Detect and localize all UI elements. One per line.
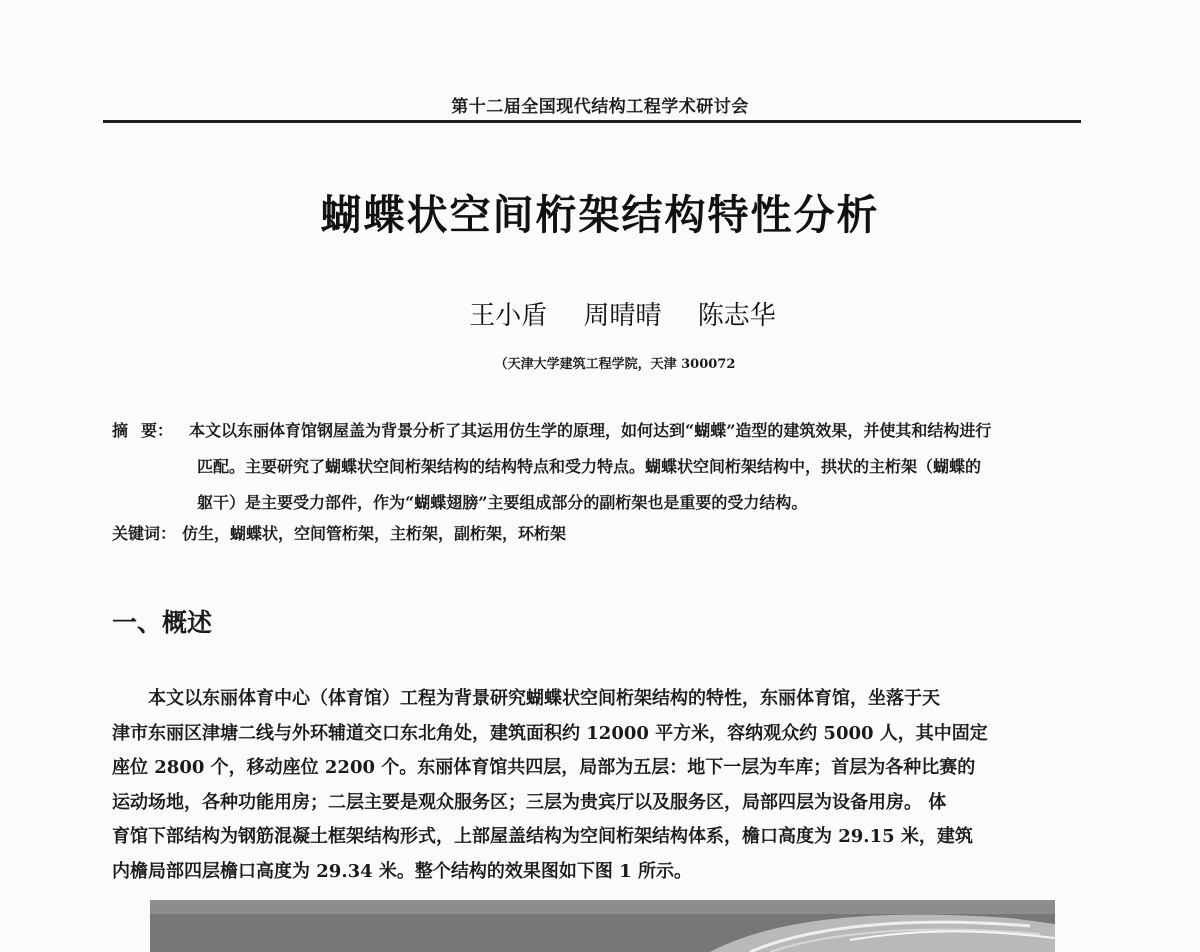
abstract-line: 躯干）是主要受力部件，作为“蝴蝶翅膀”主要组成部分的副桁架也是重要的受力结构。 — [197, 493, 808, 512]
paragraph-line: 本文以东丽体育中心（体育馆）工程为背景研究蝴蝶状空间桁架结构的特性，东丽体育馆，坐落于天 — [112, 688, 940, 709]
figure-1-graphic — [150, 900, 1055, 952]
keywords-text: 仿生，蝴蝶状，空间管桁架，主桁架，副桁架，环桁架 — [182, 524, 567, 543]
paper-title: 蝴蝶状空间桁架结构特性分析 — [320, 191, 880, 239]
keywords — [112, 521, 566, 544]
abstract-body — [189, 413, 1087, 521]
abstract-line: 匹配。主要研究了蝴蝶状空间桁架结构的结构特点和受力特点。蝴蝶状空间桁架结构中，拱状的主桁架（蝴蝶的 — [197, 457, 982, 476]
author-name: 周晴晴 — [583, 301, 662, 331]
author-list — [0, 295, 1200, 332]
paragraph-line: 津市东丽区津塘二线与外环辅道交口东北角处，建筑面积约 12000 平方米，容纳观众约 5000 人，其中固定 — [112, 722, 988, 744]
affiliation: （天津大学建筑工程学院，天津 300072 — [494, 357, 736, 372]
abstract — [112, 413, 1087, 521]
paragraph-line: 内檐局部四层檐口高度为 29.34 米。整个结构的效果图如下图 1 所示。 — [112, 860, 692, 882]
keywords-label: 关键词： — [112, 524, 177, 543]
paragraph-line: 运动场地，各种功能用房；二层主要是观众服务区；三层为贵宾厅以及服务区，局部四层为设备用房。 体 — [112, 791, 947, 813]
header-rule — [103, 120, 1081, 123]
section-heading: 一、概述 — [112, 608, 213, 637]
author-name: 陈志华 — [697, 301, 776, 331]
abstract-line: 本文以东丽体育馆钢屋盖为背景分析了其运用仿生学的原理，如何达到“蝴蝶”造型的建筑效果，并使其和结构进行 — [189, 421, 992, 440]
paragraph-line: 育馆下部结构为钢筋混凝土框架结构形式，上部屋盖结构为空间桁架结构体系，檐口高度为 29.15 米，建筑 — [112, 826, 973, 847]
running-header: 第十二届全国现代结构工程学术研讨会 — [451, 97, 749, 117]
body-paragraph — [112, 682, 1087, 889]
paragraph-line: 座位 2800 个，移动座位 2200 个。东丽体育馆共四层，局部为五层：地下一层为车库；首层为各种比赛的 — [112, 757, 976, 778]
abstract-label-part: 摘 — [112, 421, 129, 440]
author-name: 王小盾 — [469, 301, 548, 331]
figure-1-rendering — [150, 900, 1055, 952]
abstract-label-part: 要： — [141, 421, 174, 440]
abstract-label — [112, 413, 186, 449]
